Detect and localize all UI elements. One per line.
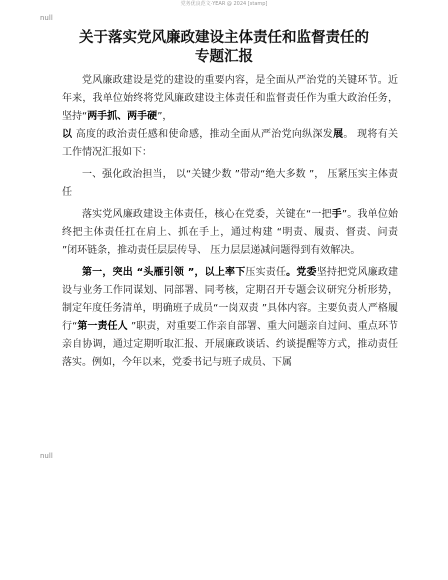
p3-text-a: 落实党风廉政建设主体责任，核心在党委，关键在“一把 [82,209,332,220]
p1-text-e: 。 现将有关工作情况汇报如下： [62,129,398,158]
title-line-2: 专题汇报 [195,49,253,65]
p4-bold-2: 。党委 [286,267,317,278]
p4-bold-1: 第一，突出 “头雁引领 ”，以上率下 [82,267,246,278]
title-line-1: 关于落实党风廉政建设主体责任和监督责任的 [79,30,369,46]
paragraph-1 [62,72,398,162]
p1-bold-1: 两手抓、两手硬 [87,111,158,122]
p1-text-c: ”， [157,111,173,122]
document-title [40,29,408,67]
p4-bold-3: 第一责任人 [77,321,128,332]
p1-bold-3: 展 [333,129,344,140]
p1-text-a: 党风廉政建设是党的建设的重要内容，是全面从严治党的关键环节。近年来，我单位始终将党风廉政建设主体责任和监督责任作为重大政治任务，坚持“ [62,75,398,122]
p4-text-d: ”职责，对重要工作亲自部署、重大问题亲自过问、重点环节亲自协调，通过定期听取汇报、开展廉政谈话、约谈提醒等方式，推动责任落实。例如，今年以来，党委书记与班子成员、下属 [62,321,399,368]
null-label-top: null [40,14,53,22]
null-label-bottom: null [40,452,53,460]
section-heading-1: 一、强化政治担当， 以“关键少数 ”带动“绝大多数 ”， 压紧压实主体责任 [62,169,398,198]
document-body [62,72,398,372]
header-banner: 党务优良范文·YEAR @ 2024 [stamp] [180,1,268,7]
p3-text-c: ”。我单位始终把主体责任扛在肩上、抓在手上，通过构建 “明责、履责、督责、问责 ”闭环链条，推动责任层层传导、 压力层层递减问题得到有效解决。 [62,209,398,256]
paragraph-3 [62,206,398,260]
p3-bold-1: 手 [331,209,342,220]
p4-text-c: 坚持把党风廉政建设与业务工作同谋划、同部署、同考核，定期召开专题会议研究分析形势，制定年度任务清单，明确班子成员“一岗双责 ”具体内容。主要负责人严格履行“ [62,267,399,332]
p4-text-a: 压实责任 [245,267,287,278]
p1-bold-2: 以 [62,129,73,140]
p1-text-d: 高度的政治责任感和使命感，推动全面从严治党向纵深发 [72,129,334,140]
paragraph-4 [62,264,398,372]
